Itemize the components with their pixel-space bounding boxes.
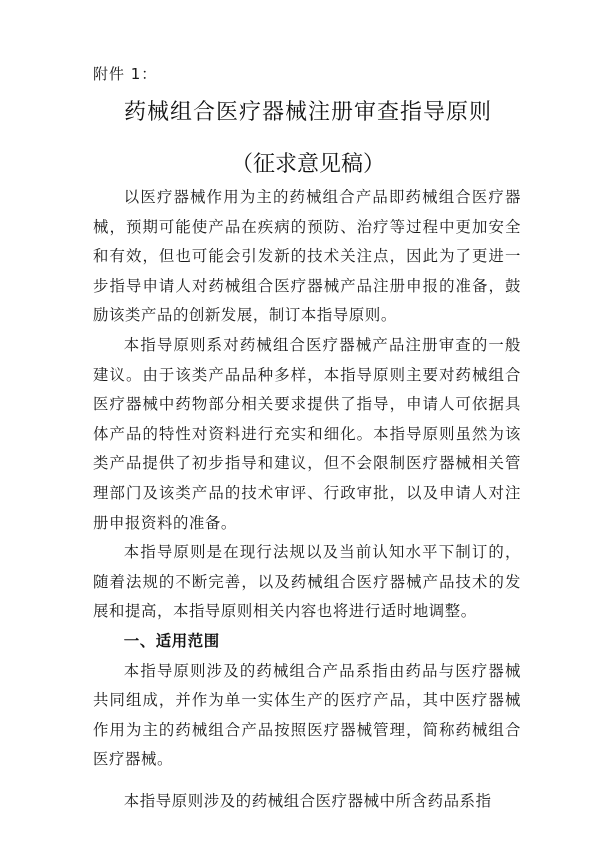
- body-paragraph-intro: 以医疗器械作用为主的药械组合产品即药械组合医疗器械，预期可能使产品在疾病的预防、治疗等过程中更加安全和有效，但也可能会引发新的技术关注点，因此为了更进一步指导申请人对药械组合医疗器械产品注册申报的准备，鼓励该类产品的创新发展，制订本指导原则。: [93, 188, 521, 325]
- document-body: [93, 183, 521, 816]
- attachment-label: 附件 1：: [93, 65, 158, 83]
- document-subtitle: （征求意见稿）: [230, 152, 385, 177]
- document-title: 药械组合医疗器械注册审查指导原则: [123, 100, 492, 125]
- section-paragraph-drug-definition: 本指导原则涉及的药械组合医疗器械中所含药品系指: [123, 791, 492, 810]
- section-heading-scope: 一、适用范围: [123, 631, 220, 650]
- paragraph-gap: [93, 775, 521, 787]
- body-paragraph-revision-note: 本指导原则是在现行法规以及当前认知水平下制订的，随着法规的不断完善，以及药械组合医疗器械产品技术的发展和提高，本指导原则相关内容也将进行适时地调整。: [93, 543, 521, 621]
- body-paragraph-scope-note: 本指导原则系对药械组合医疗器械产品注册审查的一般建议。由于该类产品品种多样，本指导原则主要对药械组合医疗器械中药物部分相关要求提供了指导，申请人可依据具体产品的特性对资料进行充实和细化。本指导原则虽然为该类产品提供了初步指导和建议，但不会限制医疗器械相关管理部门及该类产品的技术审评、行政审批，以及申请人对注册申报资料的准备。: [93, 335, 521, 532]
- section-paragraph-definition: 本指导原则涉及的药械组合产品系指由药品与医疗器械共同组成，并作为单一实体生产的医疗产品，其中医疗器械作用为主的药械组合产品按照医疗器械管理，简称药械组合医疗器械。: [93, 661, 521, 769]
